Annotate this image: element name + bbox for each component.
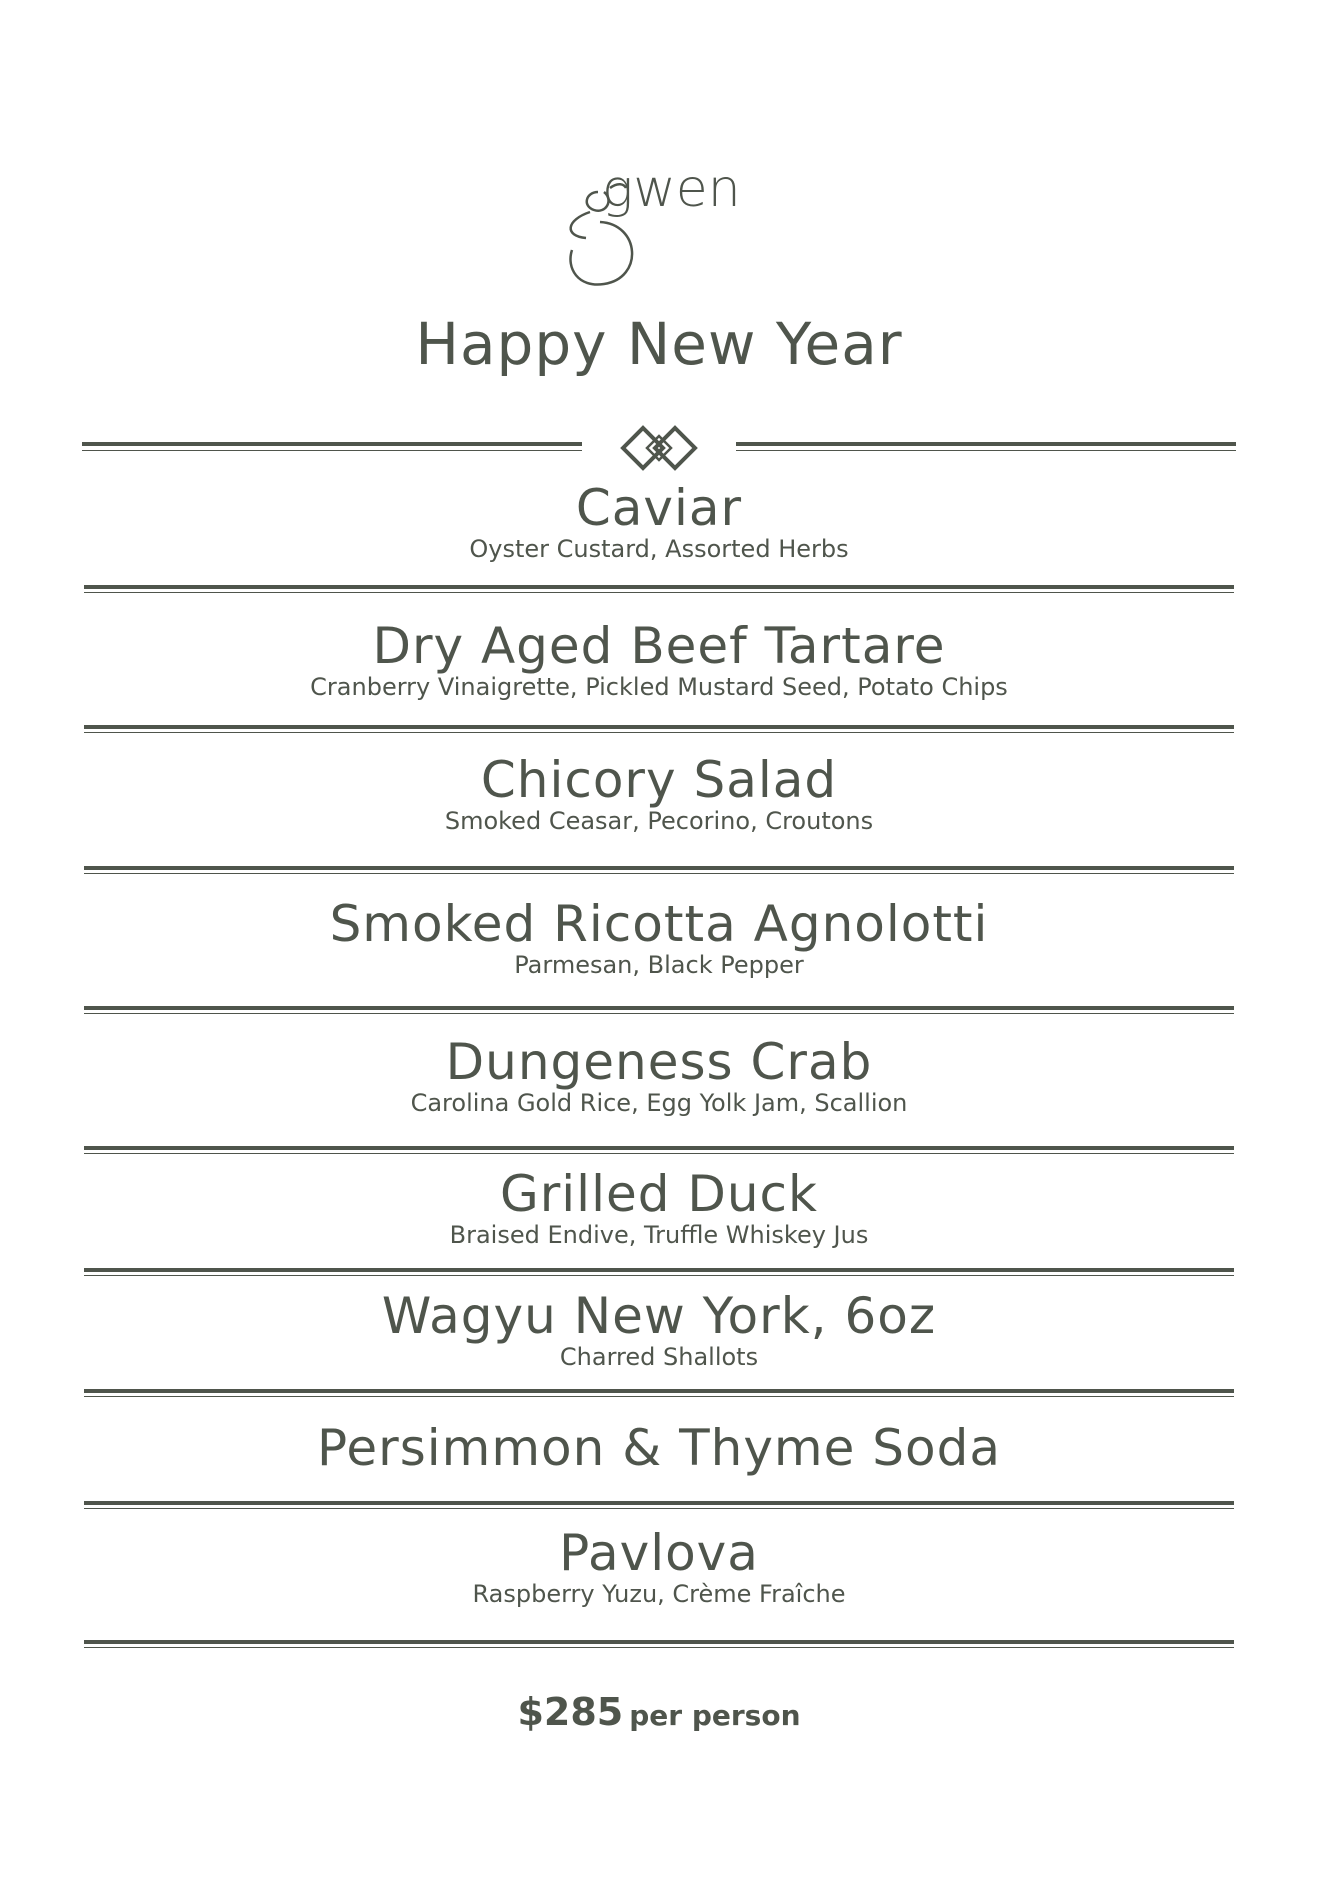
menu-course [0, 1288, 1318, 1372]
course-divider [84, 1006, 1234, 1014]
logo-wordmark: gwen [602, 159, 741, 219]
course-divider [84, 1640, 1234, 1648]
menu-course [0, 896, 1318, 980]
course-description: Raspberry Yuzu, Crème Fraîche [472, 1580, 846, 1608]
course-name: Caviar [575, 479, 743, 537]
menu-course [0, 752, 1318, 836]
menu-course [0, 1166, 1318, 1250]
course-description: Carolina Gold Rice, Egg Yolk Jam, Scallion [410, 1089, 908, 1117]
menu-course [0, 1419, 1318, 1477]
course-name: Smoked Ricotta Agnolotti [329, 895, 989, 953]
gwen-logo-mark [560, 150, 760, 290]
course-name: Wagyu New York, 6oz [381, 1287, 937, 1345]
menu-course [0, 618, 1318, 702]
course-divider [84, 1389, 1234, 1397]
course-name: Dungeness Crab [445, 1033, 873, 1091]
course-description: Parmesan, Black Pepper [514, 951, 804, 979]
course-description: Charred Shallots [559, 1343, 759, 1371]
ornament-line-left [82, 442, 582, 451]
course-description: Braised Endive, Truffle Whiskey Jus [449, 1221, 869, 1249]
course-divider [84, 1268, 1234, 1276]
course-description: Oyster Custard, Assorted Herbs [469, 535, 849, 563]
course-divider [84, 585, 1234, 593]
course-name: Grilled Duck [499, 1165, 818, 1223]
menu-course [0, 1525, 1318, 1609]
course-divider [84, 1146, 1234, 1154]
page-title: Happy New Year [415, 310, 903, 378]
course-description: Cranberry Vinaigrette, Pickled Mustard Seed, Potato Chips [310, 673, 1008, 701]
price-unit: per person [629, 1699, 801, 1732]
price-line [0, 1690, 1318, 1734]
course-description: Smoked Ceasar, Pecorino, Croutons [444, 807, 874, 835]
course-divider [84, 866, 1234, 874]
gwen-logo [560, 150, 760, 290]
course-name: Persimmon & Thyme Soda [317, 1419, 1001, 1477]
interlocking-diamonds-icon [619, 425, 699, 471]
menu-course [0, 480, 1318, 564]
course-name: Dry Aged Beef Tartare [372, 617, 946, 675]
ornament-line-right [736, 442, 1236, 451]
course-name: Pavlova [559, 1524, 759, 1582]
price-amount: $285 [517, 1690, 624, 1734]
course-name: Chicory Salad [480, 751, 838, 809]
menu-course [0, 1034, 1318, 1118]
course-divider [84, 1501, 1234, 1509]
course-divider [84, 725, 1234, 733]
